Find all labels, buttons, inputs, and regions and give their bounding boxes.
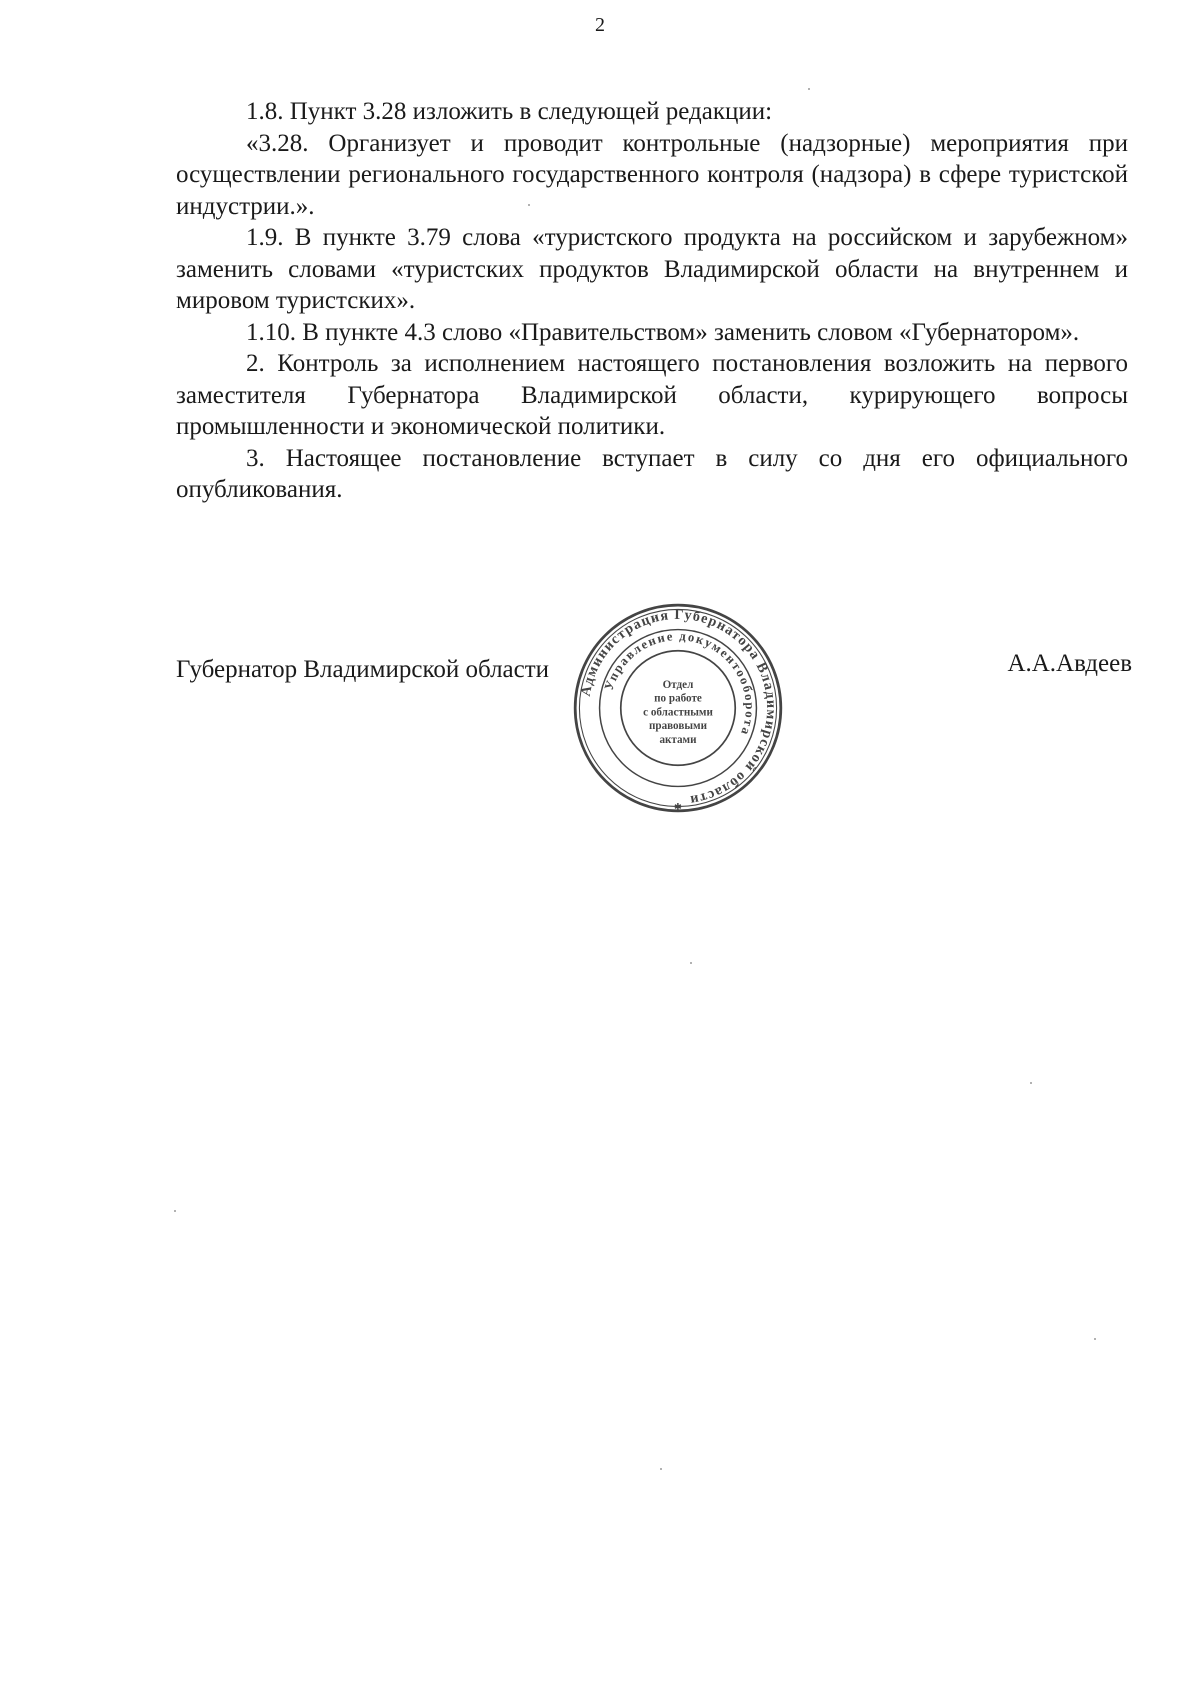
paragraph-1-8: 1.8. Пункт 3.28 изложить в следующей редакции:: [246, 98, 773, 125]
stamp-center-line-1: Отдел: [662, 678, 694, 691]
paragraph-1-10: 1.10. В пункте 4.3 слово «Правительством» заменить словом «Губернатором».: [246, 318, 1080, 346]
scan-speck: [528, 204, 530, 206]
paragraph-2-control: 2. Контроль за исполнением настоящего постановления возложить на первого заместителя Губернатора Владимирской области, курирующего вопросы промышленности и экономической политики.: [176, 350, 1128, 440]
stamp-star-icon: ✱: [674, 801, 682, 813]
stamp-center-line-5: актами: [659, 733, 697, 746]
scan-speck: [1030, 1082, 1032, 1084]
document-body: [176, 96, 1128, 506]
scan-speck: [1094, 1338, 1096, 1340]
page-number: 2: [595, 14, 605, 36]
paragraph-3-28-text: «3.28. Организует и проводит контрольные (надзорные) мероприятия при осуществлении регионального государственного контроля (надзора) в сфере туристской индустрии.».: [176, 129, 1128, 220]
scan-speck: [808, 88, 810, 90]
stamp-center-line-3: с областными: [643, 706, 713, 719]
scan-speck: [690, 962, 692, 964]
stamp-center-line-4: правовыми: [649, 720, 707, 733]
stamp-center-line-2: по работе: [654, 692, 702, 705]
official-stamp: [572, 602, 784, 814]
scan-speck: [174, 1210, 176, 1212]
signature-name: А.А.Авдеев: [1007, 650, 1132, 677]
stamp-outer-text: Администрация Губернатора Владимирской области: [577, 606, 780, 809]
signature-title: Губернатор Владимирской области: [176, 656, 550, 683]
stamp-inner-ring-text: Управление документооборота: [601, 629, 757, 739]
scan-speck: [660, 1468, 662, 1470]
paragraph-1-9: 1.9. В пункте 3.79 слова «туристского продукта на российском и зарубежном» заменить словами «туристских продуктов Владимирской области на внутреннем и мировом туристских».: [176, 224, 1128, 314]
paragraph-3-effective: 3. Настоящее постановление вступает в силу со дня его официального опубликования.: [176, 444, 1128, 503]
